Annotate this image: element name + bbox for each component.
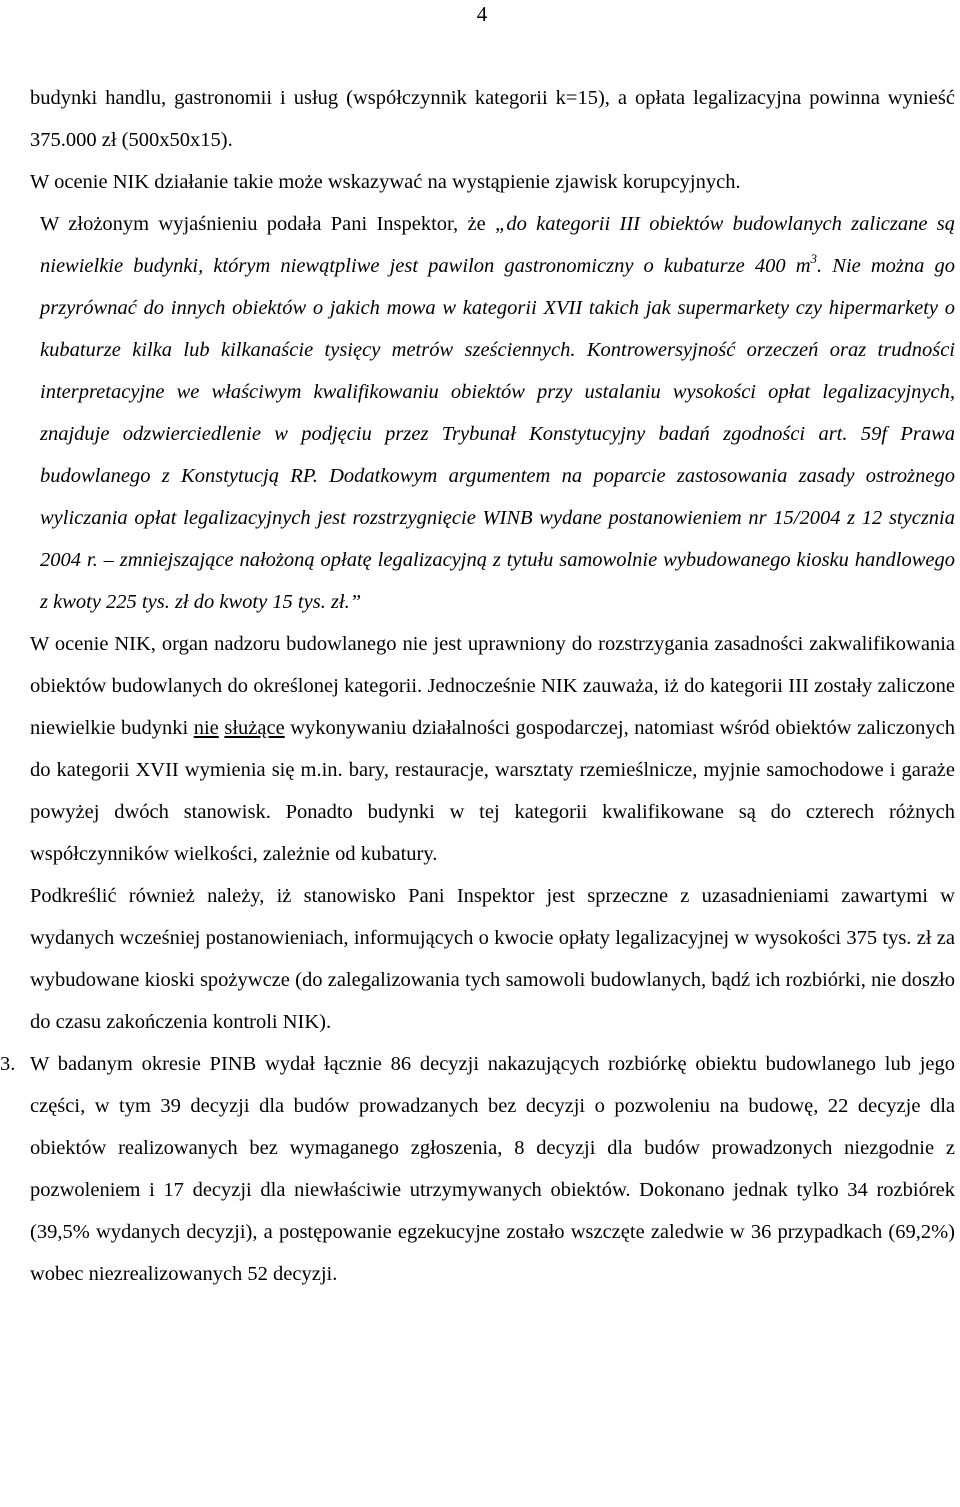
superscript-cubic: 3 <box>810 251 818 266</box>
list-item-3 <box>0 1043 955 1295</box>
explanation-quote-part-b: . Nie można go przyrównać do innych obiektów o jakich mowa w kategorii XVII takich jak supermarkety czy hipermarkety o kubaturze kilka lub kilkanaście tysięcy metrów sześciennych. Kontrowersyjność orzeczeń oraz trudności interpretacyjne we właściwym kwalifikowaniu obiektów przy ustalaniu wysokości opłat legalizacyjnych, znajduje odzwierciedlenie w podjęciu przez Trybunał Konstytucyjny badań zgodności art. 59f Prawa budowlanego z Konstytucją RP. Dodatkowym argumentem na poparcie zastosowania zasady ostrożnego wyliczania opłat legalizacyjnych jest rozstrzygnięcie WINB wydane postanowieniem nr 15/2004 z 12 stycznia 2004 r. – zmniejszające nałożoną opłatę legalizacyjną z tytułu samowolnie wybudowanego kiosku handlowego z kwoty 225 tys. zł do kwoty 15 tys. zł.” <box>40 255 956 613</box>
underlined-sluzace: służące <box>224 717 285 739</box>
paragraph-opening: budynki handlu, gastronomii i usług (współczynnik kategorii k=15), a opłata legalizacyjna powinna wynieść 375.000 zł (500x50x15). <box>30 87 955 151</box>
explanation-lead: W złożonym wyjaśnieniu podała Pani Inspektor, że <box>40 213 495 235</box>
list-item-3-text: W badanym okresie PINB wydał łącznie 86 decyzji nakazujących rozbiórkę obiektu budowlanego lub jego części, w tym 39 decyzji dla budów prowadzanych bez decyzji o pozwoleniu na budowę, 22 decyzje dla obiektów realizowanych bez wymaganego zgłoszenia, 8 decyzji dla budów prowadzonych niezgodnie z pozwoleniem i 17 decyzji dla niewłaściwie utrzymywanych obiektów. Dokonano jednak tylko 34 rozbiórek (39,5% wydanych decyzji), a postępowanie egzekucyjne zostało wszczęte zaledwie w 36 przypadkach (69,2%) wobec niezrealizowanych 52 decyzji. <box>30 1053 955 1285</box>
explanation-quote-part-a: „do kategorii III obiektów budowlanych zaliczane są niewielkie budynki, którym niewątpliwe jest pawilon gastronomiczny o kubaturze 400 m <box>40 213 956 277</box>
paragraph-contradiction: Podkreślić również należy, iż stanowisko Pani Inspektor jest sprzeczne z uzasadnieniami zawartymi w wydanych wcześniej postanowieniach, informujących o kwocie opłaty legalizacyjnej w wysokości 375 tys. zł za wybudowane kioski spożywcze (do zalegalizowania tych samowoli budowlanych, bądź ich rozbiórki, nie doszło do czasu zakończenia kontroli NIK). <box>30 885 955 1033</box>
document-body <box>0 77 956 1295</box>
page-number: 4 <box>476 2 488 26</box>
assessment-text-a: W ocenie NIK, organ nadzoru budowlanego nie jest uprawniony do rozstrzygania zasadności zakwalifikowania obiektów budowlanych do określonej kategorii. Jednocześnie NIK zauważa, iż do kategorii III zostały zaliczone niewielkie budynki <box>30 633 955 739</box>
list-marker-3: 3. <box>0 1053 16 1075</box>
paragraph-inspector-explanation <box>30 203 955 623</box>
paragraph-nik-opinion: W ocenie NIK działanie takie może wskazywać na wystąpienie zjawisk korupcyjnych. <box>30 171 741 193</box>
underlined-nie: nie <box>193 717 219 739</box>
paragraph-nik-assessment <box>30 623 955 875</box>
assessment-text-b: wykonywaniu działalności gospodarczej, natomiast wśród obiektów zaliczonych do kategorii XVII wymienia się m.in. bary, restauracje, warsztaty rzemieślnicze, myjnie samochodowe i garaże powyżej dwóch stanowisk. Ponadto budynki w tej kategorii kwalifikowane są do czterech różnych współczynników wielkości, zależnie od kubatury. <box>30 717 956 865</box>
